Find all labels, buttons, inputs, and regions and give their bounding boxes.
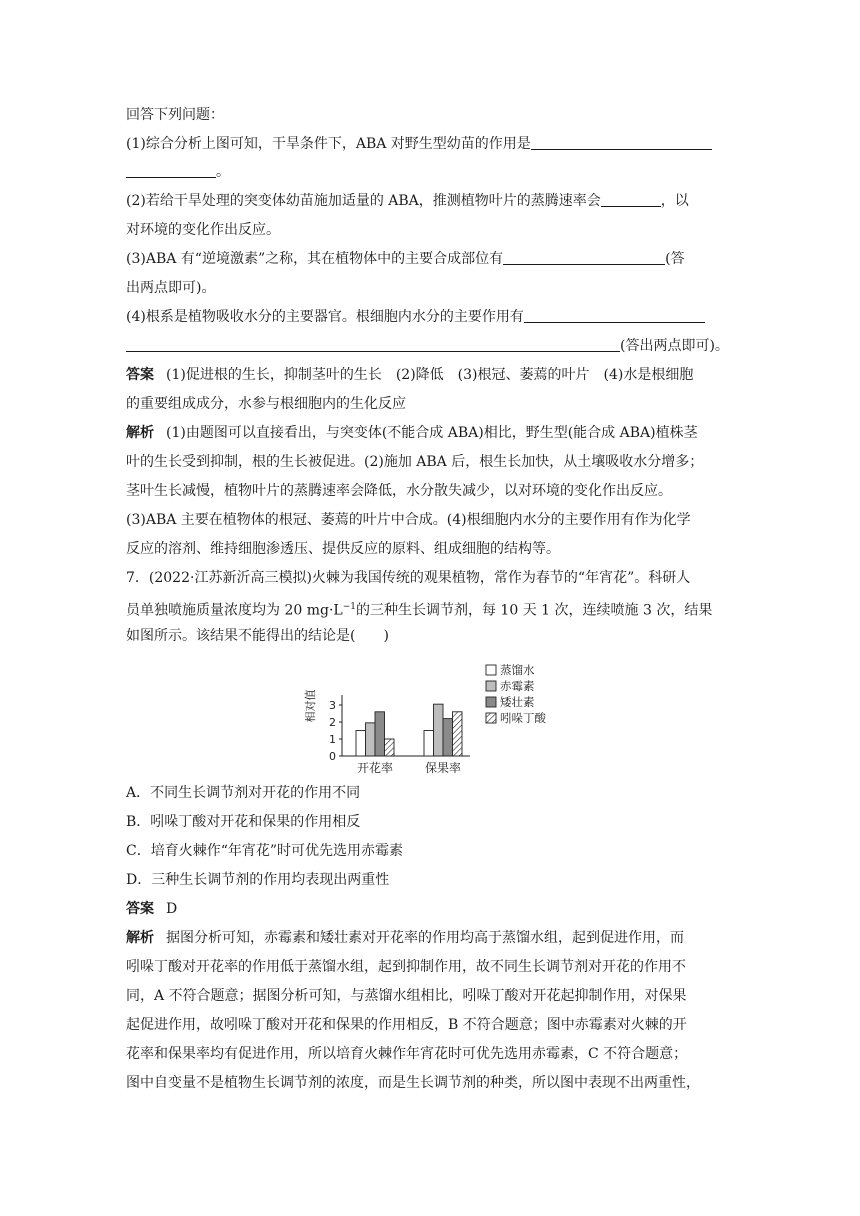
bar-chart <box>300 660 570 778</box>
bar <box>375 712 385 756</box>
bar <box>356 731 366 757</box>
q7-stem-text-cont: 的三种生长调节剂，每 10 天 1 次，连续喷施 3 次，结果 <box>355 602 713 619</box>
answer-blank <box>503 248 665 265</box>
answer-blank <box>601 190 661 207</box>
q7-analysis-line1 <box>126 925 684 951</box>
q7-analysis-line5: 花率和保果率均有促进作用，所以培育火棘作年宵花时可优先选用赤霉素，C 不符合题意； <box>126 1046 688 1062</box>
answer-blank <box>126 161 216 178</box>
answer-blank <box>531 133 712 150</box>
bar <box>366 723 376 756</box>
bar <box>434 704 444 756</box>
q6-part2-tail: ，以 <box>660 193 689 209</box>
bar <box>453 712 463 756</box>
q6-part4-tail: (答出两点即可)。 <box>620 338 729 354</box>
q6-part3-text: (3)ABA 有“逆境激素”之称，其在植物体中的主要合成部位有 <box>126 251 504 267</box>
q6-part2-line2: 对环境的变化作出反应。 <box>126 222 280 238</box>
q6-intro: 回答下列问题： <box>126 107 224 123</box>
legend-swatch <box>486 697 496 707</box>
q6-part4-line1 <box>126 304 705 330</box>
q7-analysis-line3: 同，A 不符合题意；据图分析可知，与蒸馏水组相比，吲哚丁酸对开花起抑制作用，对保果 <box>126 988 687 1004</box>
x-category-label: 开花率 <box>356 761 394 775</box>
q6-answer-text: (1)促进根的生长，抑制茎叶的生长 (2)降低 (3)根冠、萎蔫的叶片 (4)水是根细胞 <box>166 367 694 383</box>
legend-label: 蒸馏水 <box>500 663 535 677</box>
answer-label: 答案 <box>126 901 154 917</box>
x-category-label: 保果率 <box>424 761 462 775</box>
bar <box>385 739 395 756</box>
q6-part1-text: (1)综合分析上图可知，干旱条件下，ABA 对野生型幼苗的作用是 <box>126 136 531 152</box>
y-axis-label: 相对值 <box>304 689 317 723</box>
q7-analysis-line6: 图中自变量不是植物生长调节剂的浓度，而是生长调节剂的种类，所以图中表现不出两重性， <box>126 1075 700 1091</box>
option-b: B．吲哚丁酸对开花和保果的作用相反 <box>126 814 361 830</box>
q7-answer <box>126 896 177 922</box>
q6-part3-line1 <box>126 246 685 272</box>
q6-part1-line1 <box>126 131 712 157</box>
bar <box>424 731 434 757</box>
q6-answer-line2: 的重要组成成分，水参与根细胞内的生化反应 <box>126 396 406 412</box>
q6-part4-text: (4)根系是植物吸收水分的主要器官。根细胞内水分的主要作用有 <box>126 309 524 325</box>
y-tick-label: 1 <box>329 733 336 746</box>
q6-part4-line2 <box>126 333 729 359</box>
answer-blank <box>524 306 705 323</box>
y-tick-label: 0 <box>329 750 336 763</box>
option-d: D．三种生长调节剂的作用均表现出两重性 <box>126 872 390 888</box>
legend-label: 赤霉素 <box>500 679 535 693</box>
q6-analysis-line5: 反应的溶剂、维持细胞渗透压、提供反应的原料、组成细胞的结构等。 <box>126 541 560 557</box>
q6-part3-line2: 出两点即可)。 <box>126 280 216 296</box>
q6-part1-end: 。 <box>216 164 230 180</box>
bar <box>443 719 453 756</box>
q7-answer-value: D <box>166 901 178 917</box>
q6-part2-text: (2)若给干旱处理的突变体幼苗施加适量的 ABA，推测植物叶片的蒸腾速率会 <box>126 193 601 209</box>
q7-analysis-line2: 吲哚丁酸对开花率的作用低于蒸馏水组，起到抑制作用，故不同生长调节剂对开花的作用不 <box>126 959 686 975</box>
answer-blank <box>126 335 620 352</box>
legend-label: 矮壮素 <box>500 695 535 709</box>
q6-analysis-line1 <box>126 420 698 446</box>
legend-swatch <box>486 713 496 723</box>
q6-analysis-line2: 叶的生长受到抑制，根的生长被促进。(2)施加 ABA 后，根生长加快，从土壤吸收水分增多； <box>126 454 704 470</box>
q7-analysis-line4: 起促进作用，故吲哚丁酸对开花和保果的作用相反，B 不符合题意；图中赤霉素对火棘的开 <box>126 1017 687 1033</box>
y-tick-label: 3 <box>329 699 336 712</box>
q6-answer-line1 <box>126 362 693 388</box>
q7-stem-line1: 7．(2022·江苏新沂高三模拟)火棘为我国传统的观果植物，常作为春节的“年宵花”。科研人 <box>126 570 691 586</box>
unit-exponent: −1 <box>342 602 356 612</box>
q6-analysis-line4: (3)ABA 主要在植物体的根冠、萎蔫的叶片中合成。(4)根细胞内水分的主要作用有作为化学 <box>126 512 691 528</box>
analysis-label: 解析 <box>126 425 154 441</box>
y-tick-label: 2 <box>329 716 336 729</box>
q6-part1-line2 <box>126 159 230 185</box>
q7-stem-line2 <box>126 594 712 620</box>
q7-analysis-text: 据图分析可知，赤霉素和矮壮素对开花率的作用均高于蒸馏水组，起到促进作用，而 <box>166 930 684 946</box>
legend-label: 吲哚丁酸 <box>500 711 546 725</box>
option-a: A．不同生长调节剂对开花的作用不同 <box>126 785 361 801</box>
q6-analysis-text: (1)由题图可以直接看出，与突变体(不能合成 ABA)相比，野生型(能合成 ABA)植株茎 <box>166 425 698 441</box>
q7-stem-text: 员单独喷施质量浓度均为 20 mg·L <box>126 602 343 619</box>
analysis-label: 解析 <box>126 930 154 946</box>
option-c: C．培育火棘作“年宵花”时可优先选用赤霉素 <box>126 843 404 859</box>
legend-swatch <box>486 665 496 675</box>
legend-swatch <box>486 681 496 691</box>
q6-part3-tail: (答 <box>665 251 685 267</box>
answer-label: 答案 <box>126 367 154 383</box>
q6-part2-line1 <box>126 188 689 214</box>
q6-analysis-line3: 茎叶生长减慢，植物叶片的蒸腾速率会降低，水分散失减少，以对环境的变化作出反应。 <box>126 483 672 499</box>
q7-stem-line3: 如图所示。该结果不能得出的结论是( ) <box>126 628 389 644</box>
